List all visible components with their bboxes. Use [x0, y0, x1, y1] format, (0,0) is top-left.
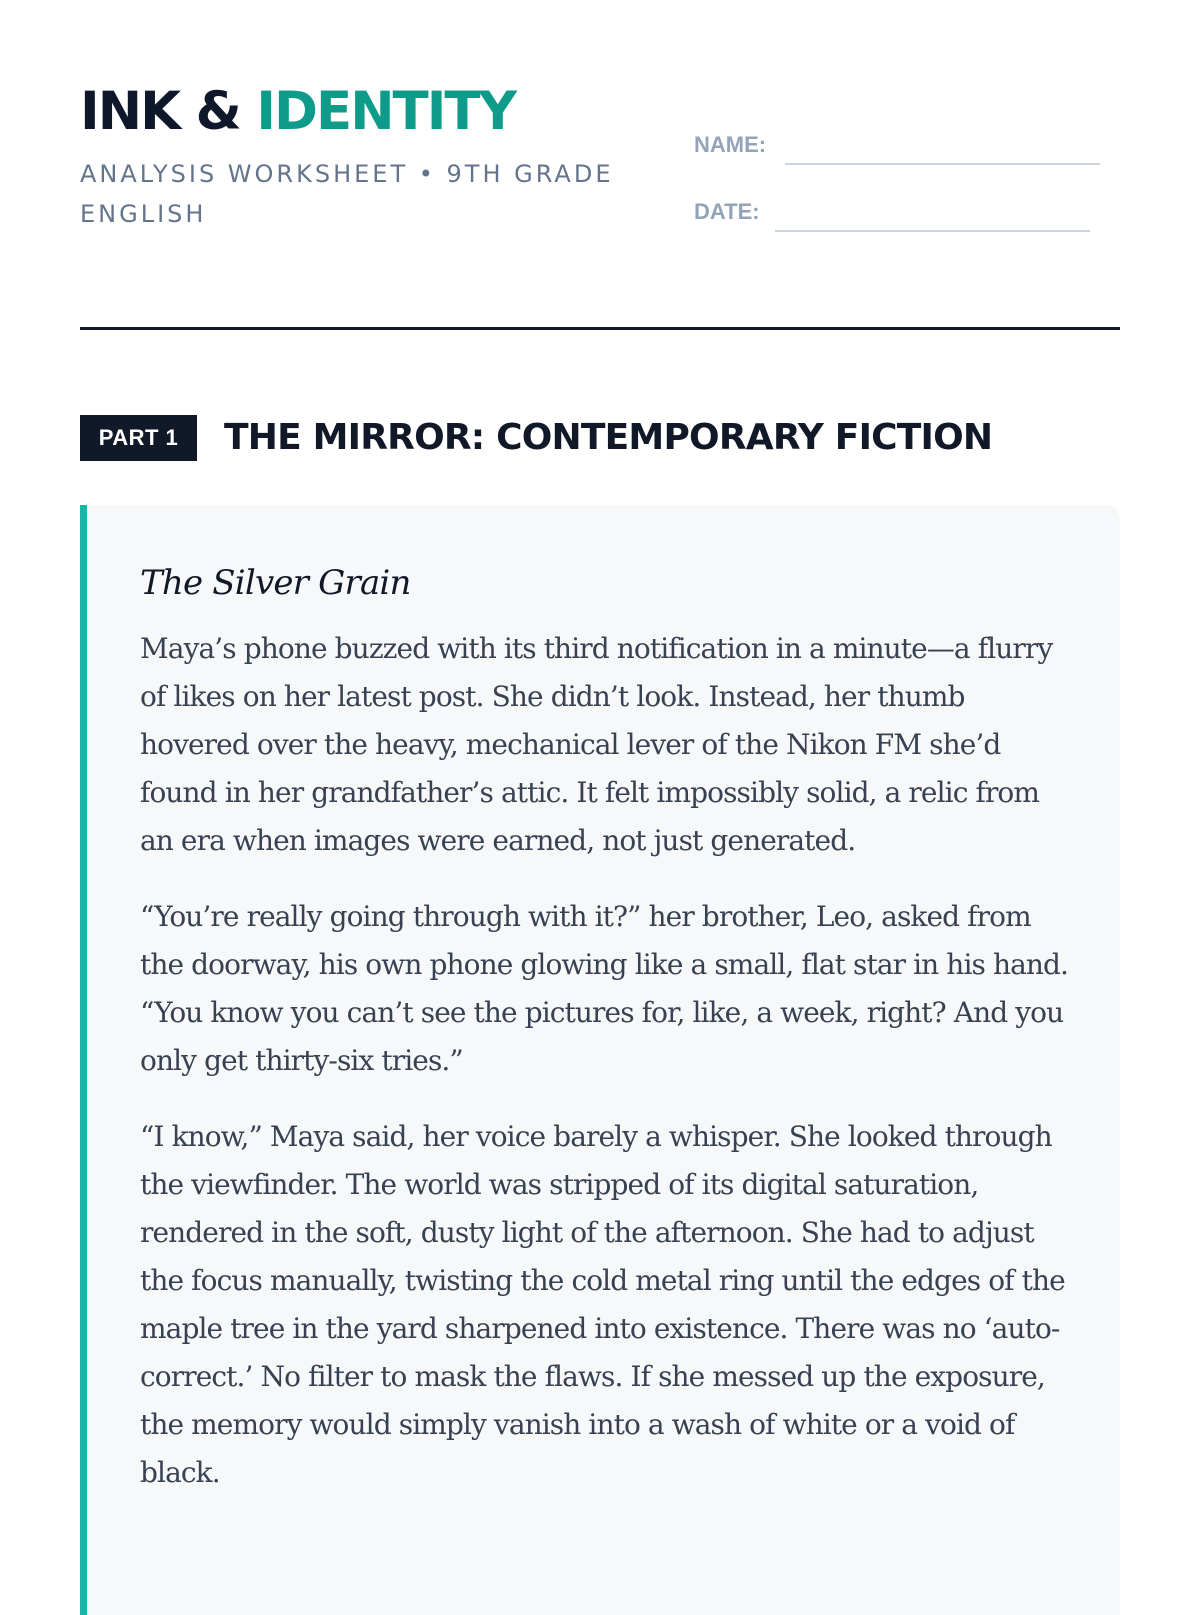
- date-label: DATE:: [694, 199, 760, 224]
- passage-title: The Silver Grain: [140, 563, 411, 603]
- header-divider: [80, 327, 1120, 330]
- passage-paragraph: “I know,” Maya said, her voice barely a whisper. She looked through the viewfinder. The world was stripped of its digital saturation, rendered in the soft, dusty light of the afternoon. She had to adjust the focus manually, twisting the cold metal ring until the edges of the maple tree in the yard sharpened into existence. There was no ‘auto-correct.’ No filter to mask the flaws. If she messed up the exposure, the memory would simply vanish into a wash of white or a void of black.: [140, 1120, 1065, 1489]
- title-part-identity: IDENTITY: [256, 81, 515, 142]
- date-field[interactable]: [775, 230, 1090, 232]
- passage-paragraph: Maya’s phone buzzed with its third notification in a minute—a flurry of likes on her latest post. She didn’t look. Instead, her thumb hovered over the heavy, mechanical lever of the Nikon FM she’d found in her grandfather’s attic. It felt impossibly solid, a relic from an era when images were earned, not just generated.: [140, 632, 1053, 857]
- title-part-ink: INK &: [80, 81, 257, 142]
- passage-content: [140, 555, 1075, 1525]
- worksheet-subtitle: ANALYSIS WORKSHEET • 9TH GRADE ENGLISH: [80, 160, 614, 228]
- passage-paragraph: “You’re really going through with it?” her brother, Leo, asked from the doorway, his own phone glowing like a small, flat star in his hand. “You know you can’t see the pictures for, like, a week, right? And you only get thirty-six tries.”: [140, 900, 1069, 1077]
- section-title: THE MIRROR: CONTEMPORARY FICTION: [224, 417, 993, 458]
- worksheet-header: [80, 0, 1120, 330]
- reading-passage: [80, 505, 1120, 1615]
- worksheet-title: [80, 78, 515, 146]
- name-field[interactable]: [785, 163, 1100, 165]
- part-badge: PART 1: [80, 415, 197, 461]
- name-label: NAME:: [694, 132, 767, 157]
